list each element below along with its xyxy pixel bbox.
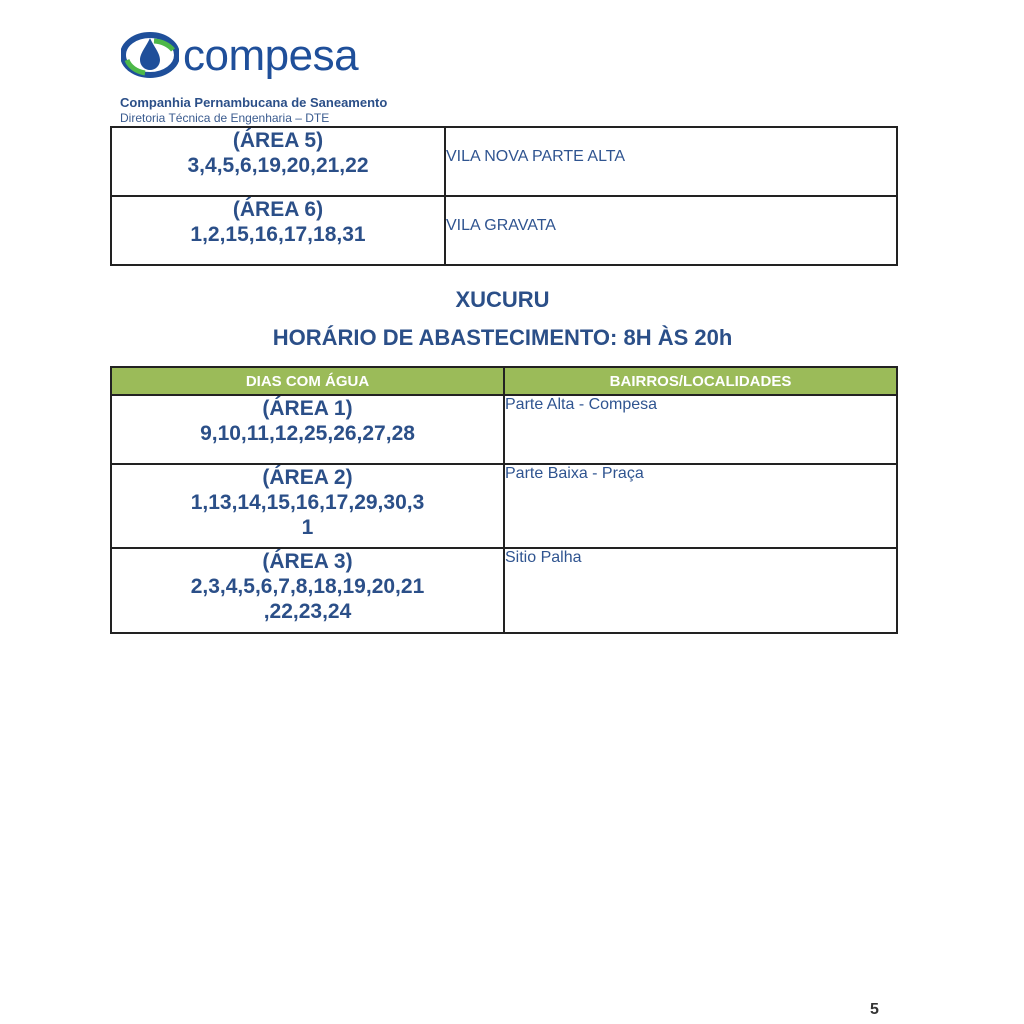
- column-header-days: DIAS COM ÁGUA: [111, 367, 504, 395]
- place-cell: Parte Baixa - Praça: [504, 464, 897, 548]
- directorate-name: Diretoria Técnica de Engenharia – DTE: [120, 111, 330, 125]
- place-cell: VILA GRAVATA: [445, 196, 897, 265]
- days-cell: [111, 127, 445, 196]
- days-list-continued: 1: [301, 516, 314, 539]
- area-label: (ÁREA 1): [262, 397, 353, 420]
- area-label: (ÁREA 3): [262, 550, 353, 573]
- areas-table-top: [110, 126, 898, 266]
- days-list: 1,2,15,16,17,18,31: [190, 223, 366, 246]
- table-row: [111, 196, 897, 265]
- table-row: [111, 548, 897, 633]
- days-list: 1,13,14,15,16,17,29,30,3: [190, 491, 425, 514]
- section-title: XUCURU: [455, 287, 550, 312]
- days-list-continued: ,22,23,24: [263, 600, 352, 623]
- table-row: [111, 464, 897, 548]
- table-row: [111, 395, 897, 464]
- place-cell: Sitio Palha: [504, 548, 897, 633]
- place-cell: Parte Alta - Compesa: [504, 395, 897, 464]
- water-drop-icon: [121, 32, 179, 78]
- days-list: 9,10,11,12,25,26,27,28: [200, 422, 415, 445]
- logo-wordmark: compesa: [183, 31, 359, 80]
- table-row: [111, 127, 897, 196]
- place-cell: VILA NOVA PARTE ALTA: [445, 127, 897, 196]
- area-label: (ÁREA 5): [232, 129, 324, 152]
- area-label: (ÁREA 2): [262, 466, 353, 489]
- days-cell: [111, 196, 445, 265]
- days-list: 3,4,5,6,19,20,21,22: [187, 154, 369, 177]
- days-cell: [111, 464, 504, 548]
- page-number: 5: [870, 1001, 879, 1018]
- column-header-places: BAIRROS/LOCALIDADES: [504, 367, 897, 395]
- company-name: Companhia Pernambucana de Saneamento: [120, 95, 388, 110]
- days-cell: [111, 395, 504, 464]
- days-cell: [111, 548, 504, 633]
- area-label: (ÁREA 6): [232, 198, 324, 221]
- table-header-row: [111, 367, 897, 395]
- days-list: 2,3,4,5,6,7,8,18,19,20,21: [190, 575, 425, 598]
- areas-table-xucuru: [110, 366, 898, 634]
- schedule-title: HORÁRIO DE ABASTECIMENTO: 8H ÀS 20h: [272, 325, 733, 350]
